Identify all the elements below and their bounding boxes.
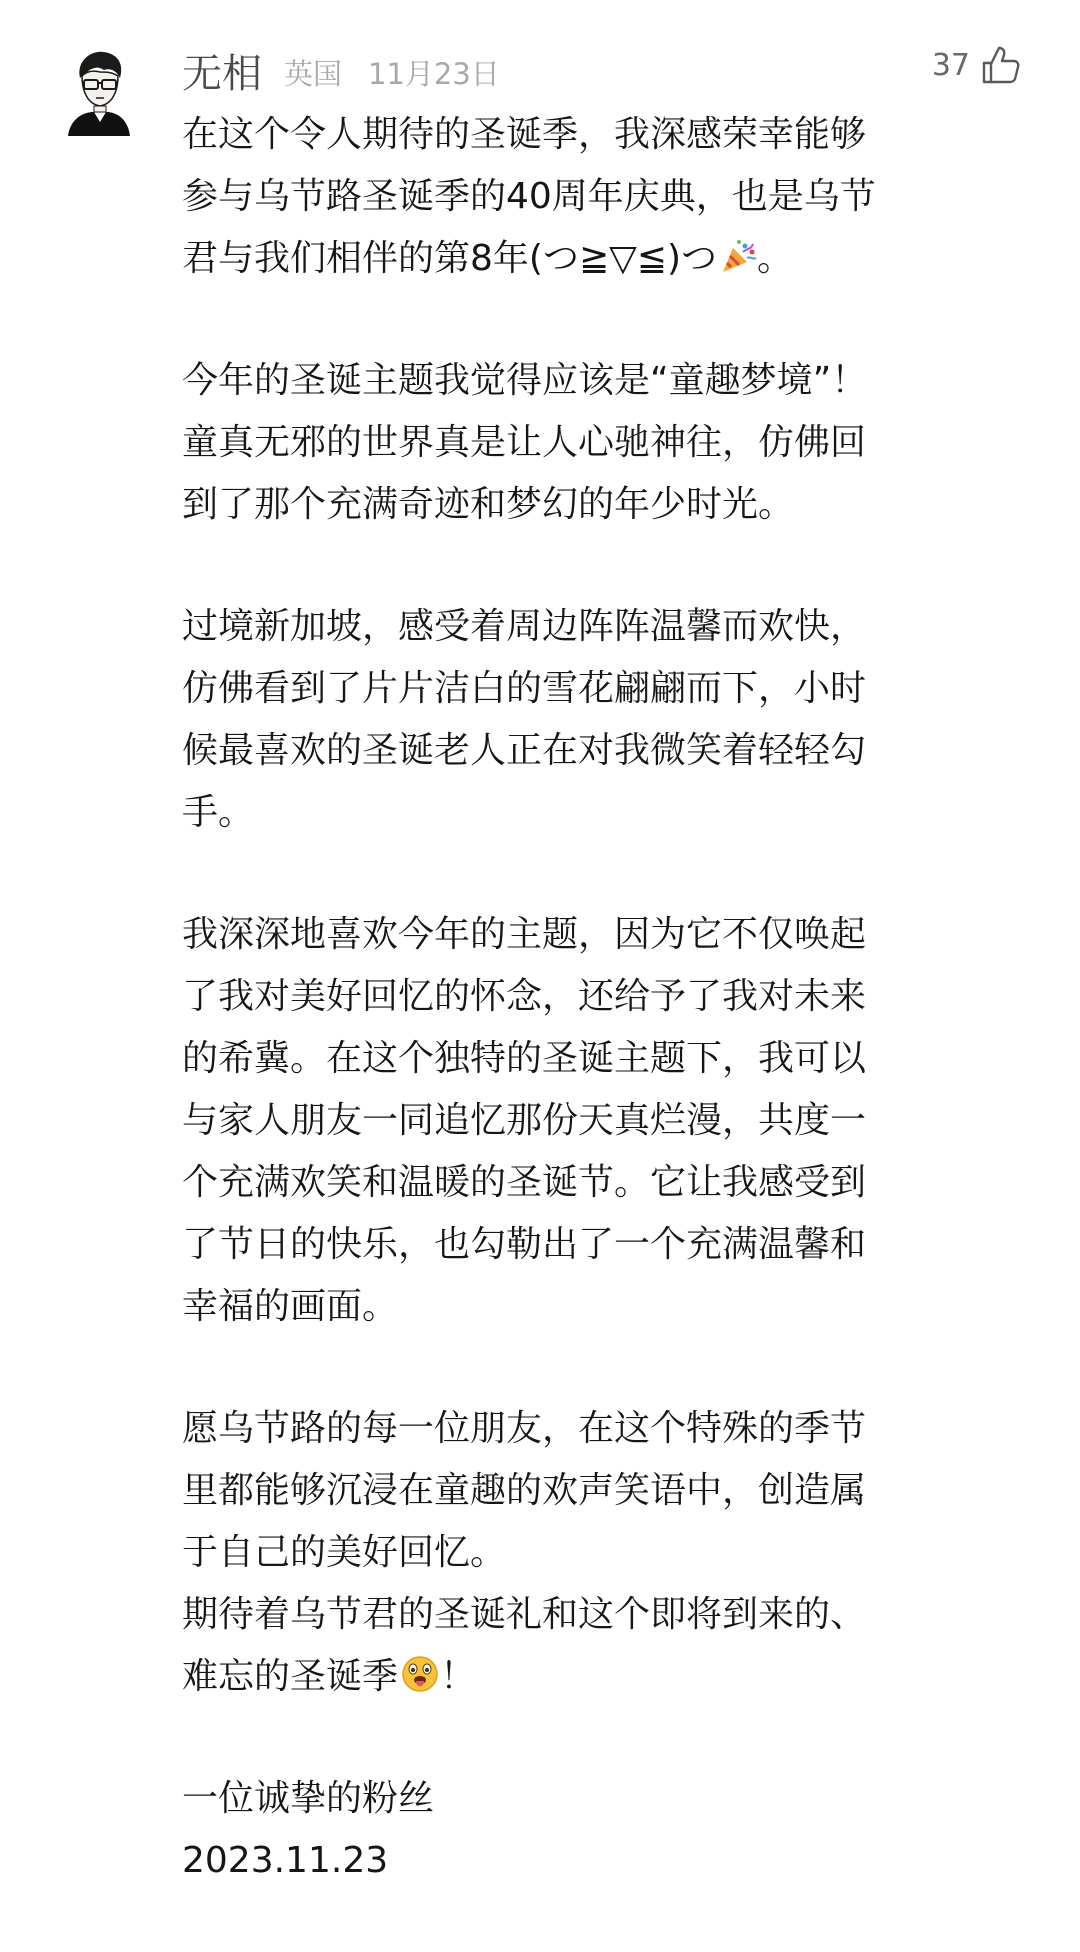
paragraph-1 [182, 104, 1022, 290]
text-line: 到了那个充满奇迹和梦幻的年少时光。 [182, 484, 795, 525]
text-line: 了我对美好回忆的怀念，还给予了我对未来 [182, 976, 867, 1017]
text-line: 候最喜欢的圣诞老人正在对我微笑着轻轻勾 [182, 730, 867, 771]
text-segment: 。 [757, 238, 794, 279]
tongue-face-icon [400, 1654, 440, 1694]
text-line: 于自己的美好回忆。 [182, 1532, 507, 1573]
text-line: 仿佛看到了片片洁白的雪花翩翩而下，小时 [182, 668, 867, 709]
text-line-with-emoji [182, 228, 1022, 290]
text-line: 今年的圣诞主题我觉得应该是“童趣梦境”！ [182, 360, 868, 401]
like-button[interactable] [932, 40, 1022, 90]
text-line: 期待着乌节君的圣诞礼和这个即将到来的、 [182, 1594, 867, 1635]
party-popper-emoji [719, 234, 757, 296]
text-segment: ！ [440, 1656, 477, 1697]
text-line: 过境新加坡，感受着周边阵阵温馨而欢快， [182, 606, 867, 647]
paragraph-4 [182, 904, 1022, 1338]
text-line: 童真无邪的世界真是让人心驰神往，仿佛回 [182, 422, 867, 463]
like-count: 37 [931, 47, 970, 83]
thumbs-up-icon [978, 43, 1022, 87]
signature-line: 一位诚挚的粉丝 [182, 1778, 435, 1819]
paragraph-3 [182, 596, 1022, 844]
text-line: 幸福的画面。 [182, 1286, 399, 1327]
text-line: 参与乌节路圣诞季的40周年庆典，也是乌节 [182, 176, 876, 217]
text-line: 与家人朋友一同追忆那份天真烂漫，共度一 [182, 1100, 867, 1141]
location-label: 英国 [284, 57, 343, 91]
username[interactable]: 无相 [182, 51, 262, 97]
text-segment: 难忘的圣诞季 [182, 1656, 399, 1697]
text-line: 我深深地喜欢今年的主题，因为它不仅唤起 [182, 914, 867, 955]
text-segment: 君与我们相伴的第8年(つ≧▽≦)つ [182, 238, 718, 279]
avatar[interactable] [66, 48, 132, 136]
text-line: 了节日的快乐，也勾勒出了一个充满温馨和 [182, 1224, 867, 1265]
text-line: 个充满欢笑和温暖的圣诞节。它让我感受到 [182, 1162, 867, 1203]
text-line: 手。 [182, 792, 255, 833]
paragraph-2 [182, 350, 1022, 536]
party-popper-icon [719, 238, 757, 276]
avatar-illustration [66, 48, 132, 136]
text-line: 愿乌节路的每一位朋友，在这个特殊的季节 [182, 1408, 867, 1449]
tongue-face-emoji [400, 1652, 440, 1714]
text-line-with-emoji [182, 1646, 1022, 1708]
paragraph-5 [182, 1398, 1022, 1708]
text-line: 的希冀。在这个独特的圣诞主题下，我可以 [182, 1038, 867, 1079]
text-line: 里都能够沉浸在童趣的欢声笑语中，创造属 [182, 1470, 867, 1511]
signature-date: 2023.11.23 [182, 1840, 389, 1881]
comment-body [182, 104, 1022, 1952]
text-line: 在这个令人期待的圣诞季，我深感荣幸能够 [182, 114, 867, 155]
comment-header [182, 38, 1022, 98]
signature [182, 1768, 1022, 1892]
comment-date: 11月23日 [368, 57, 500, 91]
